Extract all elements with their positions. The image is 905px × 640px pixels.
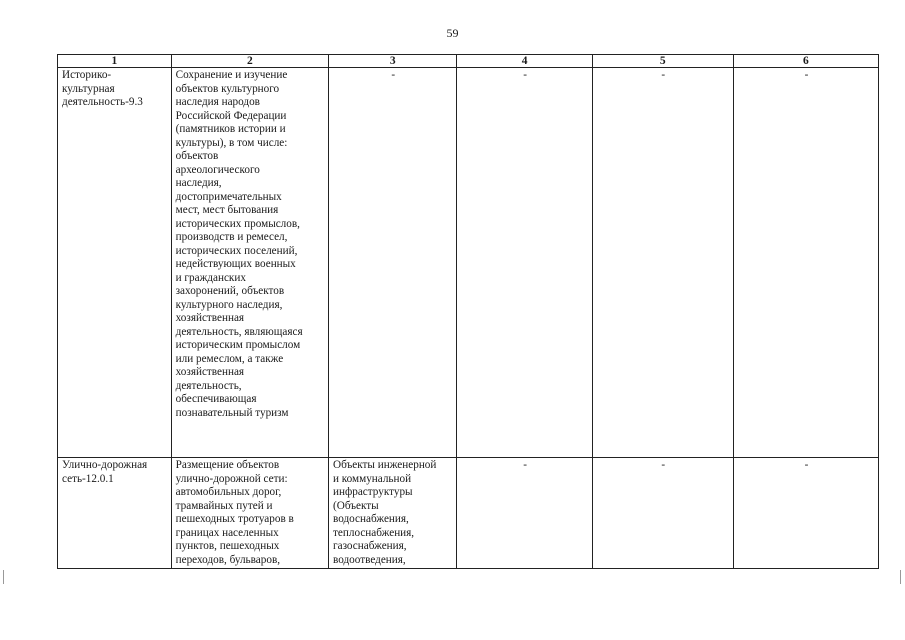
cell-text: - — [523, 69, 527, 81]
header-col-2: 2 — [171, 55, 328, 68]
cell-text: - — [523, 459, 527, 471]
land-use-table — [57, 54, 879, 569]
cell-text: - — [661, 69, 666, 81]
row-1-activity-name — [58, 68, 172, 458]
left-margin-mark — [3, 570, 4, 584]
row-2-description — [171, 458, 328, 569]
right-margin-mark — [900, 570, 901, 584]
cell-text: Объекты инженерной и коммунальной инфраструктуры (Объекты водоснабжения, теплоснабжения, газоснабжения, водоотведения, — [333, 459, 437, 566]
table-row — [58, 68, 879, 458]
row-1-col-6 — [733, 68, 878, 458]
header-col-3: 3 — [329, 55, 457, 68]
cell-text: - — [661, 459, 666, 471]
cell-text: Сохранение и изучение объектов культурного наследия народов Российской Федерации (памятников истории и культуры), в том числе: объектов археологического наследия, достопримечательных мест, мест бытования исторических промыслов, производств и ремесел, исторических поселений, недействующих военных и гражданских захоронений, объектов культурного наследия, хозяйственная деятельность, являющаяся историческим промыслом или ремеслом, а также хозяйственная деятельность, обеспечивающая познавательный туризм — [175, 69, 303, 419]
header-col-6: 6 — [733, 55, 878, 68]
cell-text: - — [391, 69, 396, 81]
row-1-col-5 — [592, 68, 733, 458]
cell-text: - — [804, 69, 809, 81]
row-2-col-5 — [592, 458, 733, 569]
row-1-col-4 — [457, 68, 592, 458]
header-col-5: 5 — [592, 55, 733, 68]
cell-text: Историко- культурная деятельность-9.3 — [62, 69, 143, 108]
header-col-1: 1 — [58, 55, 172, 68]
row-2-col-6 — [733, 458, 878, 569]
table-header-row — [58, 55, 879, 68]
row-2-col-3 — [329, 458, 457, 569]
row-2-activity-name — [58, 458, 172, 569]
cell-text: Размещение объектов улично-дорожной сети: автомобильных дорог, трамвайных путей и пешеходных тротуаров в границах населенных пунктов, пешеходных переходов, бульваров, — [175, 459, 294, 566]
page-number: 59 — [446, 26, 459, 40]
table-row — [58, 458, 879, 569]
header-col-4: 4 — [457, 55, 592, 68]
row-2-col-4 — [457, 458, 592, 569]
cell-text: - — [804, 459, 809, 471]
row-1-description — [171, 68, 328, 458]
cell-text: Улично-дорожная сеть-12.0.1 — [62, 459, 148, 485]
row-1-col-3 — [329, 68, 457, 458]
